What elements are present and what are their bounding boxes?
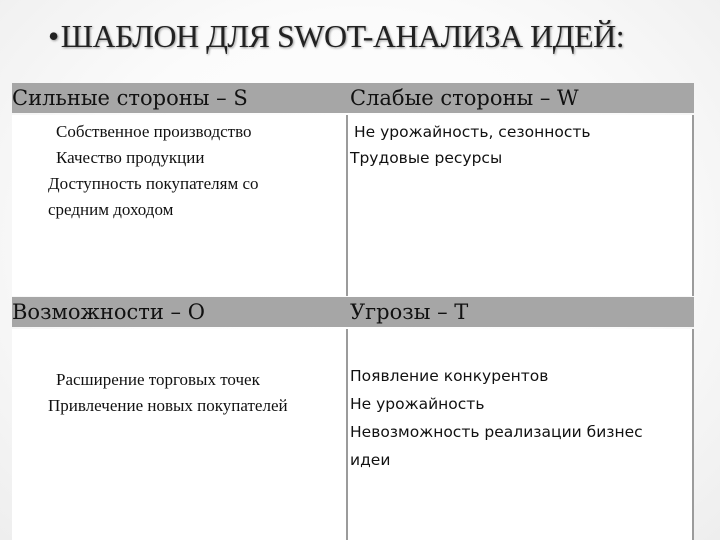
strengths-item: средним доходом: [48, 200, 174, 219]
weaknesses-item: Не урожайность, сезонность: [354, 123, 591, 141]
swot-table: [12, 83, 694, 540]
threats-item: Появление конкурентов: [350, 367, 549, 385]
strengths-item: Качество продукции: [56, 148, 205, 167]
opportunities-item: Расширение торговых точек: [56, 370, 260, 389]
threats-item: Не урожайность: [350, 395, 485, 413]
opportunities-cell: [12, 329, 346, 540]
table-right-border: [692, 329, 694, 540]
column-divider: [346, 115, 348, 296]
column-divider: [346, 329, 348, 540]
opportunities-header-label: Возможности – O: [12, 300, 205, 324]
strengths-cell: [12, 115, 346, 296]
strengths-item: Собственное производство: [56, 122, 252, 141]
weaknesses-item: Трудовые ресурсы: [350, 149, 503, 167]
threats-cell: [348, 329, 694, 540]
title-bullet: •: [48, 18, 59, 54]
weaknesses-header-label: Слабые стороны – W: [350, 86, 579, 110]
weaknesses-cell: [348, 115, 694, 296]
threats-item: Невозможность реализации бизнес: [350, 423, 643, 441]
opportunities-header: [12, 297, 694, 327]
strengths-item: Доступность покупателям со: [48, 174, 259, 193]
opportunities-item: Привлечение новых покупателей: [48, 396, 288, 415]
slide-title: [48, 18, 708, 55]
strengths-header-label: Сильные стороны – S: [12, 86, 248, 110]
table-right-border: [692, 115, 694, 296]
threats-header-label: Угрозы – T: [350, 300, 469, 324]
strengths-header: [12, 83, 694, 113]
title-text: ШАБЛОН ДЛЯ SWOT-АНАЛИЗА ИДЕЙ:: [60, 18, 625, 54]
threats-item: идеи: [350, 451, 391, 469]
